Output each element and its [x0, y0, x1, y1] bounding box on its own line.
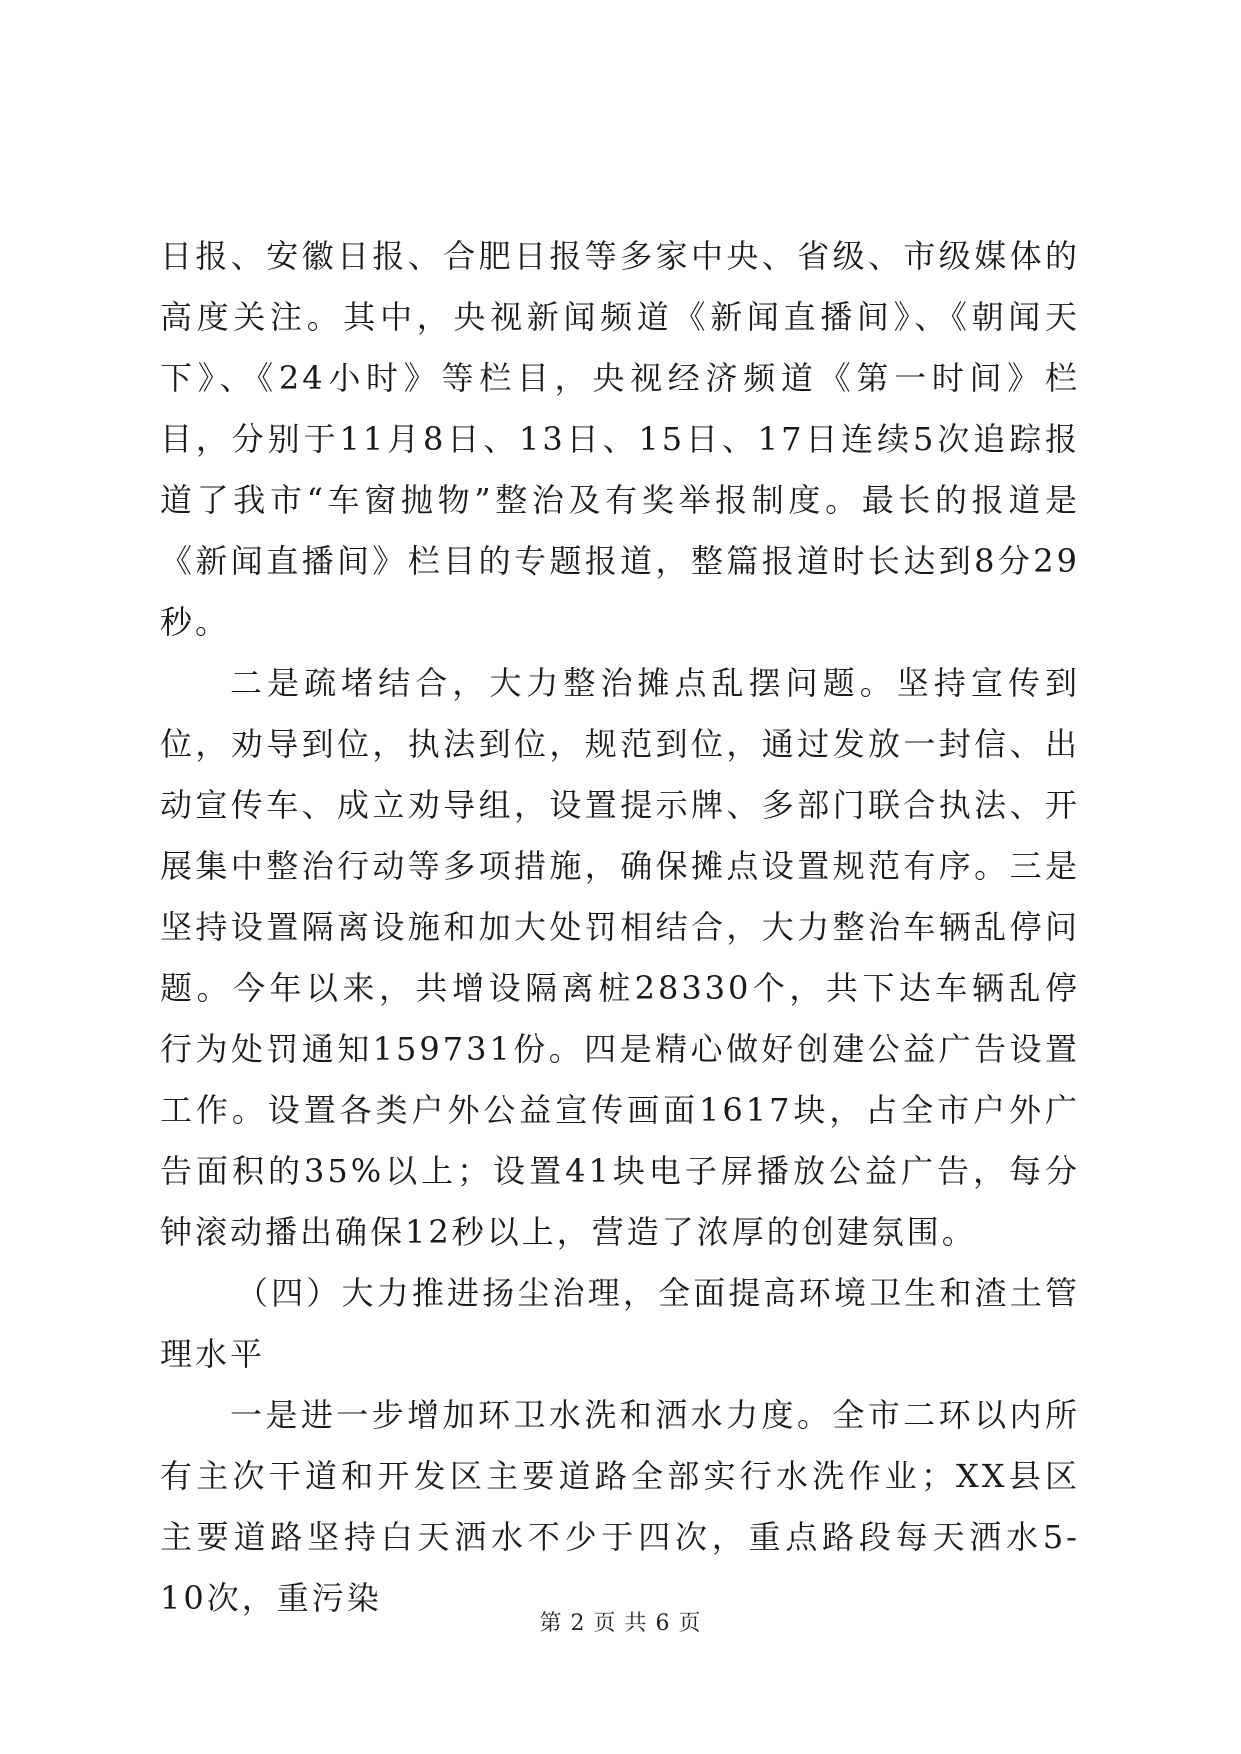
document-body	[160, 226, 1080, 1629]
paragraph-continuation: 日报、安徽日报、合肥日报等多家中央、省级、市级媒体的高度关注。其中，央视新闻频道《新闻直播间》、《朝闻天下》、《24小时》等栏目，央视经济频道《第一时间》栏目，分别于11月8日、13日、15日、17日连续5次追踪报道了我市“车窗抛物”整治及有奖举报制度。最长的报道是《新闻直播间》栏目的专题报道，整篇报道时长达到8分29秒。	[160, 237, 1080, 641]
section-heading-four: （四）大力推进扬尘治理，全面提高环境卫生和渣土管理水平	[160, 1274, 1080, 1373]
page-footer: 第 2 页 共 6 页	[539, 1611, 702, 1636]
paragraph-item-two-three-four: 二是疏堵结合，大力整治摊点乱摆问题。坚持宣传到位，劝导到位，执法到位，规范到位，通过发放一封信、出动宣传车、成立劝导组，设置提示牌、多部门联合执法、开展集中整治行动等多项措施，确保摊点设置规范有序。三是坚持设置隔离设施和加大处罚相结合，大力整治车辆乱停问题。今年以来，共增设隔离桩28330个，共下达车辆乱停行为处罚通知159731份。四是精心做好创建公益广告设置工作。设置各类户外公益宣传画面1617块，占全市户外广告面积的35%以上；设置41块电子屏播放公益广告，每分钟滚动播出确保12秒以上，营造了浓厚的创建氛围。	[160, 664, 1080, 1251]
paragraph-dust-control: 一是进一步增加环卫水洗和洒水力度。全市二环以内所有主次干道和开发区主要道路全部实行水洗作业；XX县区主要道路坚持白天洒水不少于四次，重点路段每天洒水5-10次，重污染	[160, 1396, 1080, 1617]
